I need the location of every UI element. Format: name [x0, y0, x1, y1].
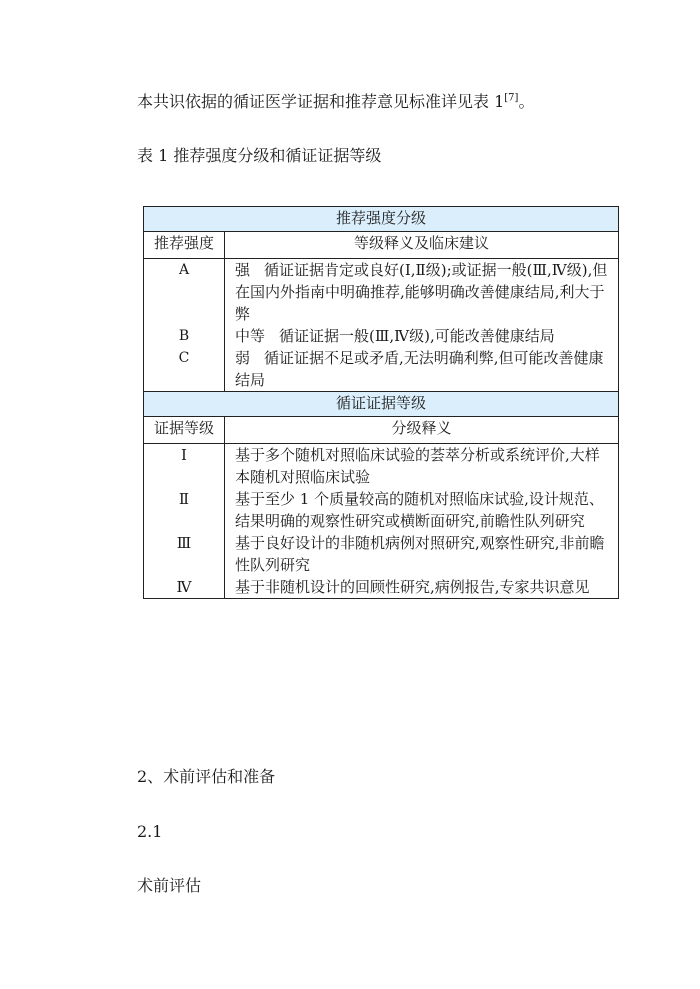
description-cell: 基于良好设计的非随机病例对照研究,观察性研究,非前瞻性队列研究 — [235, 534, 605, 574]
table-caption: 表 1 推荐强度分级和循证证据等级 — [137, 146, 382, 165]
description-cell: 中等 循证证据一般(Ⅲ,Ⅳ级),可能改善健康结局 — [235, 327, 555, 345]
description-cell: 基于多个随机对照临床试验的荟萃分析或系统评价,大样本随机对照临床试验 — [235, 446, 600, 486]
section-heading-2-1: 2.1 — [137, 822, 163, 841]
description-cell: 弱 循证证据不足或矛盾,无法明确利弊,但可能改善健康结局 — [235, 349, 604, 389]
description-cell: 强 循证证据肯定或良好(Ⅰ,Ⅱ级);或证据一般(Ⅲ,Ⅳ级),但在国内外指南中明确推荐,能够明确改善健康结局,利大于弊 — [235, 261, 608, 323]
grade-cell: Ⅰ — [144, 444, 225, 489]
table-row — [144, 347, 619, 392]
column-header-row — [144, 232, 619, 259]
table-row — [144, 488, 619, 532]
grade-cell: B — [144, 325, 225, 347]
table-row — [144, 259, 619, 326]
reference-marker[interactable]: [7] — [504, 92, 519, 104]
evidence-table — [143, 206, 619, 599]
section-heading-2: 2、术前评估和准备 — [137, 767, 276, 786]
grade-cell: Ⅳ — [144, 576, 225, 599]
column-header-row — [144, 417, 619, 444]
column-header-level: 证据等级 — [144, 417, 225, 444]
table-row — [144, 444, 619, 489]
column-header-explanation: 等级释义及临床建议 — [225, 232, 619, 259]
table-row — [144, 576, 619, 599]
subsection-title: 术前评估 — [137, 876, 202, 895]
table-row — [144, 325, 619, 347]
grade-cell: Ⅱ — [144, 488, 225, 532]
grade-cell: C — [144, 347, 225, 392]
intro-paragraph: 本共识依据的循证医学证据和推荐意见标准详见表 1[7]。 — [137, 92, 535, 111]
section-header-recommendation: 推荐强度分级 — [144, 207, 619, 232]
column-header-level-explanation: 分级释义 — [225, 417, 619, 444]
grade-cell: A — [144, 259, 225, 326]
grade-cell: Ⅲ — [144, 532, 225, 576]
section-header-evidence: 循证证据等级 — [144, 392, 619, 417]
description-cell: 基于非随机设计的回顾性研究,病例报告,专家共识意见 — [235, 578, 590, 596]
description-cell: 基于至少 1 个质量较高的随机对照临床试验,设计规范、结果明确的观察性研究或横断面研究,前瞻性队列研究 — [235, 490, 604, 530]
column-header-strength: 推荐强度 — [144, 232, 225, 259]
table-row — [144, 532, 619, 576]
